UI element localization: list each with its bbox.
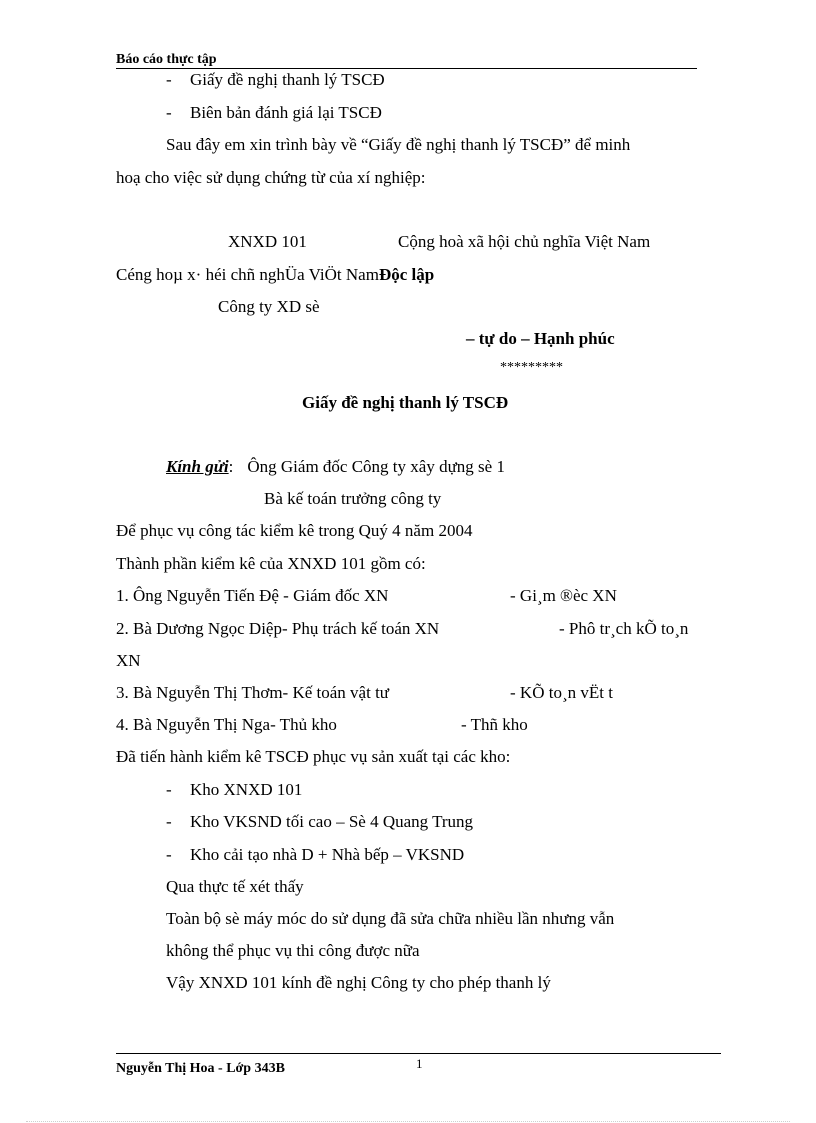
list-bullet: - [166,70,172,89]
freedom-happiness: – tự do – Hạnh phúc [466,329,615,348]
recipient-line-1: Kính gửi: Ông Giám đốc Công ty xây dựng sè 1 [166,457,505,476]
page-number: 1 [416,1056,423,1071]
intro-line-1: Sau đây em xin trình bày về “Giấy đề nghị thanh lý TSCĐ” để minh [166,135,631,154]
national-motto: Cộng hoà xã hội chủ nghĩa Việt Nam [398,232,651,251]
footer-rule [116,1053,721,1054]
member-role: - Thñ kho [461,715,528,734]
list-bullet: - [166,780,172,799]
list-bullet: - [166,812,172,831]
request-line: Vậy XNXD 101 kính đề nghị Công ty cho phép thanh lý [166,973,551,992]
members-intro: Thành phần kiểm kê của XNXD 101 gồm có: [116,554,426,573]
footer-author: Nguyễn Thị Hoa - Lớp 343B [116,1061,285,1076]
document-title: Giấy đề nghị thanh lý TSCĐ [302,393,509,412]
page-edge-dotted-line [26,1121,790,1122]
member-role: - Phô tr¸ch kÕ to¸n [559,619,689,638]
header-rule [116,68,697,69]
garbled-motto: Céng hoµ x· héi chñ nghÜa ViÖt NamĐộc lập [116,265,435,284]
member-name: 2. Bà Dương Ngọc Diệp- Phụ trách kế toán XN [116,619,440,638]
company-name: Công ty XD sè [218,297,320,316]
recipient-line-2: Bà kế toán trưởng công ty [264,489,442,508]
warehouse-item: Kho VKSND tối cao – Sè 4 Quang Trung [190,812,474,831]
warehouse-item: Kho XNXD 101 [190,780,303,799]
member-role: - Gi¸m ®èc XN [510,586,617,605]
warehouse-item: Kho cải tạo nhà D + Nhà bếp – VKSND [190,845,465,864]
independence-text: Độc lập [378,265,435,284]
member-role: - KÕ to¸n vËt t [510,683,613,702]
stars-separator: ********* [500,360,563,375]
list-bullet: - [166,103,172,122]
member-name: 3. Bà Nguyễn Thị Thơm- Kế toán vật tư [116,683,390,702]
member-role-wrap: XN [116,651,141,670]
finding-intro: Qua thực tế xét thấy [166,877,304,896]
member-name: 1. Ông Nguyễn Tiến Đệ - Giám đốc XN [116,586,389,605]
page-header-title: Báo cáo thực tập [116,52,217,67]
list-bullet: - [166,845,172,864]
member-name: 4. Bà Nguyễn Thị Nga- Thủ kho [116,715,337,734]
list-item: Giấy đề nghị thanh lý TSCĐ [190,70,385,89]
unit-name: XNXD 101 [228,232,307,251]
finding-line-1: Toàn bộ sè máy móc do sử dụng đã sửa chữa nhiều lần nhưng vẫn [166,909,615,928]
list-item: Biên bản đánh giá lại TSCĐ [190,103,382,122]
kinh-gui-label: Kính gửi [166,457,229,476]
purpose-line: Để phục vụ công tác kiểm kê trong Quý 4 năm 2004 [116,521,473,540]
warehouses-intro: Đã tiến hành kiểm kê TSCĐ phục vụ sản xuất tại các kho: [116,747,511,766]
intro-line-2: hoạ cho việc sử dụng chứng từ của xí nghiệp: [116,168,426,187]
finding-line-2: không thể phục vụ thi công được nữa [166,941,420,960]
